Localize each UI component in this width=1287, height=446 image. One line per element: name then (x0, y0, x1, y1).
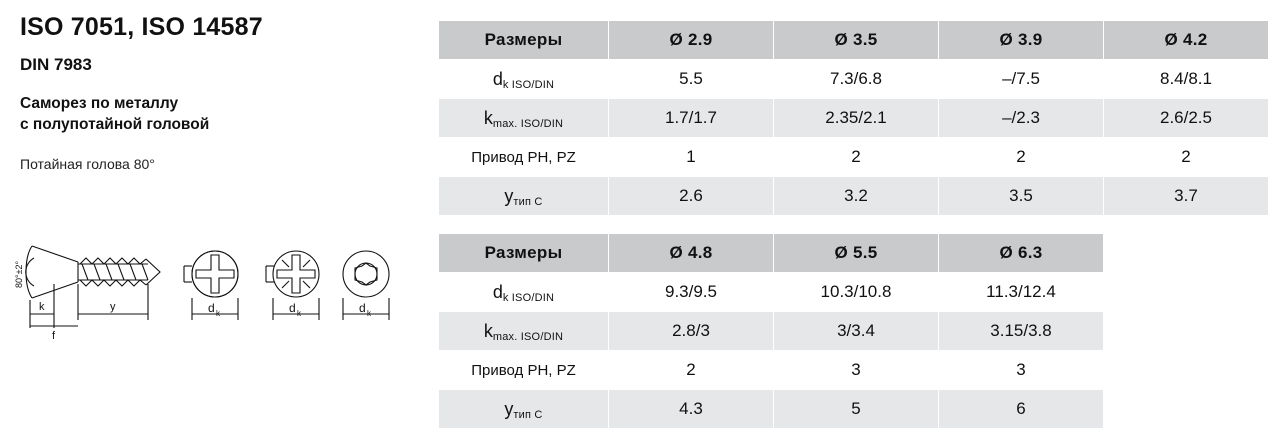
table1-header-d35: Ø 3.5 (774, 21, 939, 60)
table1-header-d29: Ø 2.9 (609, 21, 774, 60)
page-subtitle: DIN 7983 (20, 54, 92, 74)
table2-header-row (439, 234, 1269, 273)
table2-row1-col0: 2.8/3 (609, 312, 774, 351)
table-row (439, 177, 1269, 216)
spec-table-2 (438, 233, 1269, 429)
table2-row3-col3 (1104, 390, 1269, 429)
table2-row2-col3 (1104, 351, 1269, 390)
head-angle-note: Потайная голова 80° (20, 156, 155, 173)
table2-row3-col0: 4.3 (609, 390, 774, 429)
product-description-line1: Саморез по металлу (20, 95, 179, 113)
dim-dk-3-sub: k (367, 309, 371, 318)
table1-row1-col3: 2.6/2.5 (1104, 99, 1269, 138)
table2-row0-col3 (1104, 273, 1269, 312)
table2-row2-col2: 3 (939, 351, 1104, 390)
dim-dk-1-sub: k (216, 309, 220, 318)
table2-header-dimensions: Размеры (439, 234, 609, 273)
dim-k-label: k (39, 301, 45, 313)
dim-dk-2-label: d (289, 301, 296, 315)
table1-row3-col0: 2.6 (609, 177, 774, 216)
table1-header-d39: Ø 3.9 (939, 21, 1104, 60)
table2-row1-col1: 3/3.4 (774, 312, 939, 351)
table1-header-dimensions: Размеры (439, 21, 609, 60)
table1-row1-label: kmax. ISO/DIN (439, 99, 609, 138)
table2-row3-col2: 6 (939, 390, 1104, 429)
screw-drawing-svg (8, 228, 408, 348)
table-row (439, 312, 1269, 351)
table1-row2-col0: 1 (609, 138, 774, 177)
table2-row1-col2: 3.15/3.8 (939, 312, 1104, 351)
spec-table-1 (438, 20, 1269, 216)
table2-row3-col1: 5 (774, 390, 939, 429)
table1-row0-col2: –/7.5 (939, 60, 1104, 99)
table1-row1-col0: 1.7/1.7 (609, 99, 774, 138)
table1-row3-label: yтип С (439, 177, 609, 216)
dim-dk-1-label: d (208, 301, 215, 315)
table1-row0-col1: 7.3/6.8 (774, 60, 939, 99)
table2-header-empty (1104, 234, 1269, 273)
product-info (20, 14, 420, 172)
table1-row3-col2: 3.5 (939, 177, 1104, 216)
table2-header-d48: Ø 4.8 (609, 234, 774, 273)
table1-header-d42: Ø 4.2 (1104, 21, 1269, 60)
table2-row0-col2: 11.3/12.4 (939, 273, 1104, 312)
table2-row0-col1: 10.3/10.8 (774, 273, 939, 312)
table1-row0-label: dk ISO/DIN (439, 60, 609, 99)
table-row (439, 138, 1269, 177)
table1-row3-col1: 3.2 (774, 177, 939, 216)
table2-row2-label: Привод PH, PZ (439, 351, 609, 390)
table-row (439, 99, 1269, 138)
table2-row3-label: yтип С (439, 390, 609, 429)
technical-drawing (8, 228, 408, 348)
table2-row2-col1: 3 (774, 351, 939, 390)
table2-header-d63: Ø 6.3 (939, 234, 1104, 273)
table1-row0-col0: 5.5 (609, 60, 774, 99)
table-row (439, 60, 1269, 99)
table-row (439, 390, 1269, 429)
product-description-line2: с полупотайной головой (20, 116, 210, 134)
spec-tables (438, 20, 1268, 429)
page-title: ISO 7051, ISO 14587 (20, 13, 263, 41)
dim-y-label: y (110, 301, 116, 313)
angle-label: 80°±2° (14, 260, 24, 288)
table2-row1-col3 (1104, 312, 1269, 351)
dim-f-label: f (52, 330, 56, 342)
dim-dk-2-sub: k (297, 309, 301, 318)
table1-row2-col1: 2 (774, 138, 939, 177)
table2-row1-label: kmax. ISO/DIN (439, 312, 609, 351)
table1-row2-col2: 2 (939, 138, 1104, 177)
table2-row0-col0: 9.3/9.5 (609, 273, 774, 312)
table-row (439, 351, 1269, 390)
table2-row0-label: dk ISO/DIN (439, 273, 609, 312)
table-row (439, 273, 1269, 312)
table1-row1-col1: 2.35/2.1 (774, 99, 939, 138)
dim-dk-3-label: d (359, 301, 366, 315)
table1-header-row (439, 21, 1269, 60)
table2-row2-col0: 2 (609, 351, 774, 390)
table2-header-d55: Ø 5.5 (774, 234, 939, 273)
product-description (20, 94, 420, 136)
table1-row2-label: Привод PH, PZ (439, 138, 609, 177)
table1-row2-col3: 2 (1104, 138, 1269, 177)
table1-row0-col3: 8.4/8.1 (1104, 60, 1269, 99)
table1-row1-col2: –/2.3 (939, 99, 1104, 138)
table1-row3-col3: 3.7 (1104, 177, 1269, 216)
